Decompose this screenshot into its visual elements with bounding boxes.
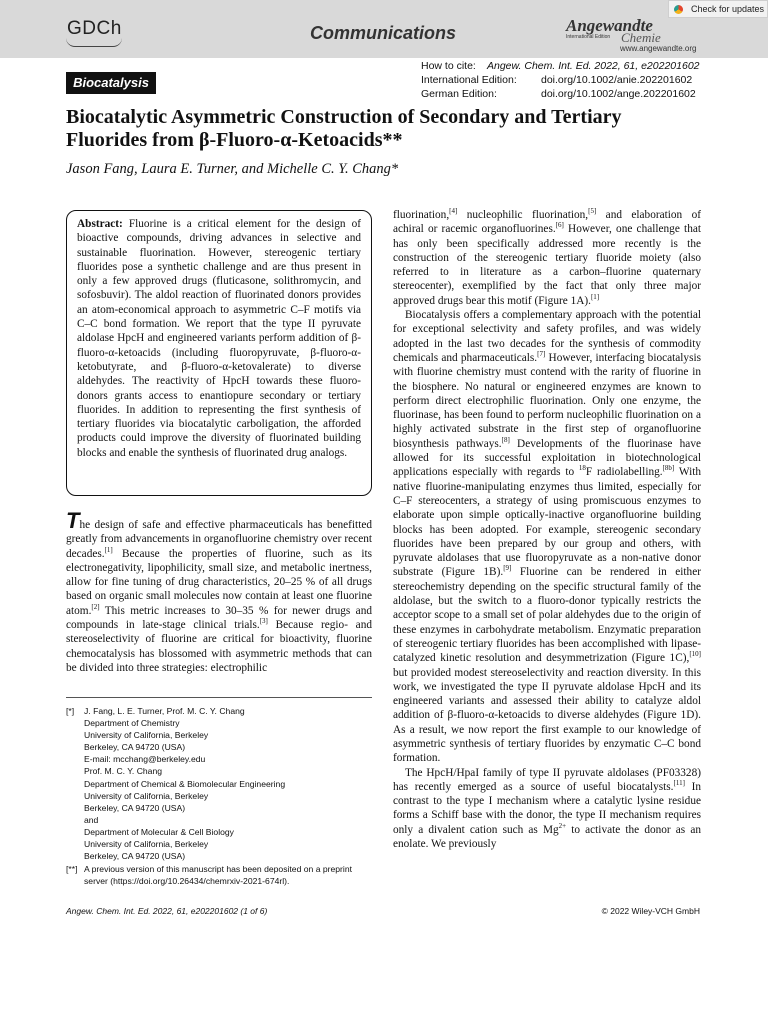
reference-link[interactable]: [2] xyxy=(91,603,100,612)
text-run: With native fluorine-manipulating enzymes thus limited, especially for C–F stereocenters, a strategy of using promiscuous enzymes to elaborate upon simple optically-inactive organofluorine building blocks has been adopted. For example, stereogenic secondary fluorides have been prepared by our group and others, with pyruvate aldolases that use fluoropyruvate as a non-native donor substrate (Figure 1B). xyxy=(393,466,701,579)
check-for-updates-label: Check for updates xyxy=(691,4,765,14)
reference-link[interactable]: [4] xyxy=(449,207,458,216)
text-run: nucleophilic fluorination, xyxy=(457,209,589,221)
affiliation-line: University of California, Berkeley xyxy=(84,839,209,850)
reference-link[interactable]: [9] xyxy=(503,564,512,573)
preprint-note: A previous version of this manuscript has been deposited on a preprint server (https://doi.org/10.26434/chemrxiv-2021-674rl). xyxy=(84,864,352,887)
text-run: and elaboration of achiral or racemic organofluorines. xyxy=(393,209,701,236)
affiliation-line: Berkeley, CA 94720 (USA) xyxy=(84,802,186,813)
affiliation-footnote xyxy=(66,705,372,862)
affiliation-line: Prof. M. C. Y. Chang xyxy=(84,766,163,777)
article-title-line2: Fluorides from β-Fluoro-α-Ketoacids** xyxy=(66,129,403,151)
text-run: Because the properties of fluorine, such as its electronegativity, lipophilicity, small size, and metabolic inertness, allow for fine tuning of drug characteristics, 20–25 % of all drugs based on organic small molecules now contain at least one fluorine atom. xyxy=(66,547,372,617)
affiliation-lines xyxy=(84,705,372,862)
abstract-label: Abstract: xyxy=(77,218,123,230)
journal-header xyxy=(0,0,768,58)
how-to-cite-label: How to cite: xyxy=(421,60,476,72)
reference-link[interactable]: [8b] xyxy=(662,464,675,473)
footnote-divider xyxy=(66,697,372,698)
how-to-cite-value: Angew. Chem. Int. Ed. 2022, 61, e202201602 xyxy=(487,60,700,72)
citation-how-to-cite xyxy=(421,60,700,72)
section-title: Communications xyxy=(310,23,457,43)
affiliation-line: Department of Chemistry xyxy=(84,718,180,729)
abstract-box xyxy=(66,210,372,496)
reference-link[interactable]: [11] xyxy=(673,779,685,788)
reference-link[interactable]: [5] xyxy=(588,207,597,216)
affiliation-line: Department of Molecular & Cell Biology xyxy=(84,826,234,837)
footnote-mark: [*] xyxy=(66,706,75,716)
paragraph xyxy=(393,208,701,308)
page-footer-copyright: © 2022 Wiley-VCH GmbH xyxy=(601,906,700,916)
text-run: Because regio- and stereoselectivity of fluorine are critical for bioactivity, fluorine chemocatalysis has blossomed with asymmetric methods that can be divided into three strategies: electrophilic xyxy=(66,619,372,674)
authors: Jason Fang, Laura E. Turner, and Michelle C. Y. Chang* xyxy=(66,161,399,177)
footnote-mark: [**] xyxy=(66,864,78,875)
citation-international xyxy=(421,74,693,86)
intro-paragraph xyxy=(66,508,372,675)
text-run: In contrast to the type I mechanism where a catalytic lysine residue forms a Schiff base with the donor, the type II mechanism requires only a divalent cation such as Mg xyxy=(393,780,701,836)
affiliation-line: Berkeley, CA 94720 (USA) xyxy=(84,742,186,753)
reference-link[interactable]: [3] xyxy=(259,617,268,626)
reference-link[interactable]: [10] xyxy=(689,650,701,659)
abstract-text: Fluorine is a critical element for the design of bioactive compounds, driving advances in selective and sustainable fluorination. However, stereogenic tertiary fluorides pose a synthetic challenge and are thus present in only a few approved drugs (fluticasone, solithromycin, and sofosbuvir). The aldol reaction of fluorinated donors provides an atom-economical approach to asymmetric C–F motifs via C–C bond formation. We report that the type II pyruvate aldolase HpcH and engineered variants perform addition of β-fluoro-α-ketoacids (including fluoropyruvate, β-fluoro-α-ketobutyrate, and β-fluoro-α-ketovalerate) to diverse aldehydes. The reactivity of HpcH towards these fluoro-donors grants access to enantiopure secondary or tertiary fluorides. In addition to representing the first synthesis of tertiary fluorides via biocatalytic carboligation, the afforded products could improve the diversity of fluorinated building blocks and enable the synthesis of fluorinated drug analogs. xyxy=(77,218,361,459)
page-footer-citation: Angew. Chem. Int. Ed. 2022, 61, e202201602 (1 of 6) xyxy=(66,906,268,916)
article-title-line1: Biocatalytic Asymmetric Construction of Secondary and Tertiary xyxy=(66,106,622,128)
german-edition-label: German Edition: xyxy=(421,88,497,100)
text-run: F radiolabelling. xyxy=(585,466,663,479)
german-doi-link[interactable]: doi.org/10.1002/ange.202201602 xyxy=(541,88,696,100)
reference-link[interactable]: [6] xyxy=(555,221,564,230)
text-run: to activate the donor as an enolate. We previously xyxy=(393,823,701,851)
charge-superscript: 2+ xyxy=(558,822,567,830)
text-run: The HpcH/HpaI family of type II pyruvate aldolases (PF03328) has recently emerged as a source of useful biocatalysts. xyxy=(393,766,701,793)
reference-link[interactable]: [8] xyxy=(501,435,510,444)
article-title xyxy=(66,106,666,152)
affiliation-line: and xyxy=(84,814,99,825)
affiliation-line: J. Fang, L. E. Turner, Prof. M. C. Y. Chang xyxy=(84,706,245,716)
international-edition-label: International Edition: xyxy=(421,74,517,86)
paragraph xyxy=(393,766,701,852)
text-run: However, one challenge that has only been specifically addressed more recently is the construction of the stereogenic tertiary fluoride moiety (also referred to in literature as a carbon–fluorine quaternary stereocenter), exemplified by the fact that only three major approved drugs bear this motif (Figure 1A). xyxy=(393,223,701,307)
paragraph xyxy=(393,308,701,766)
reference-link[interactable]: [1] xyxy=(590,293,600,302)
footnotes xyxy=(66,705,372,887)
drop-cap: T xyxy=(66,508,80,533)
text-run: Biocatalysis offers a complementary approach with the potential for exceptional selectivity and safety profiles, and was widely adopted in the last two decades for the synthesis of commodity chemicals and pharmaceuticals. xyxy=(393,309,701,364)
gdch-logo-arc xyxy=(66,38,122,47)
reference-link[interactable]: [1] xyxy=(104,545,113,554)
journal-logo-edition: International Edition xyxy=(566,34,611,40)
affiliation-line[interactable]: E-mail: mcchang@berkeley.edu xyxy=(84,754,206,765)
preprint-footnote xyxy=(66,863,372,887)
journal-logo-name: Angewandte xyxy=(566,16,653,35)
left-column-body xyxy=(66,508,372,675)
check-for-updates-button[interactable] xyxy=(668,0,768,18)
citation-german xyxy=(421,88,696,100)
text-run: Fluorine can be rendered in either stereochemistry depending on the specific structural family of the aldolase, but the switch to a fluoro-donor typically restricts the acceptor scope to a small set of polar aldehydes due to the origin of these enzymes in carbohydrate metabolism. Enzymatic preparation of stereogenic tertiary fluorides has been accomplished with lipase-catalyzed kinetic resolution and desymmetrization (Figure 1C), xyxy=(393,566,701,665)
affiliation-line: Department of Chemical & Biomolecular Engineering xyxy=(84,778,286,789)
affiliation-line: Berkeley, CA 94720 (USA) xyxy=(84,851,186,862)
international-doi-link[interactable]: doi.org/10.1002/anie.202201602 xyxy=(541,74,693,86)
isotope-superscript: 18 xyxy=(578,464,586,473)
text-run: but provided modest stereoselectivity and reaction diversity. In this work, we investigated the type II pyruvate aldolase HpcH and its engineered variants and assessed their ability to catalyze aldol addition of β-fluoro-α-ketoacids to diverse aldehydes (Figure 1D). As a result, we now report the first example to our knowledge of asymmetric synthesis of tertiary fluorides by enzymatic C–C bond formation. xyxy=(393,666,701,765)
reference-link[interactable]: [7] xyxy=(537,350,546,359)
right-column-body xyxy=(393,208,701,851)
affiliation-line: University of California, Berkeley xyxy=(84,730,209,741)
affiliation-line: University of California, Berkeley xyxy=(84,790,209,801)
journal-url[interactable]: www.angewandte.org xyxy=(620,44,697,53)
section-badge: Biocatalysis xyxy=(66,72,156,94)
text-run: fluorination, xyxy=(393,209,450,221)
text-run: he design of safe and effective pharmaceuticals has benefitted greatly from advancements in organofluorine chemistry over recent decades. xyxy=(66,519,372,560)
journal-logo-sub: Chemie xyxy=(621,30,661,45)
text-run: However, interfacing biocatalysis with fluorine chemistry must contend with the rarity of fluorine in the biosphere. No natural or engineered enzymes are known to perform direct electrophilic fluorination. Only one enzyme, the fluorinase, has been found to perform nucleophilic fluorination on a highly activated substrate in the first step of organofluorine biosynthesis pathways. xyxy=(393,351,702,450)
text-run: This metric increases to 30–35 % for newer drugs and compounds in late-stage clinical trials. xyxy=(66,604,372,632)
crossmark-icon xyxy=(674,5,683,14)
gdch-logo: GDCh xyxy=(67,18,122,39)
text-run: Developments of the fluorinase have allowed for its successful exploitation in biotechnological applications especially with regards to xyxy=(393,437,701,479)
